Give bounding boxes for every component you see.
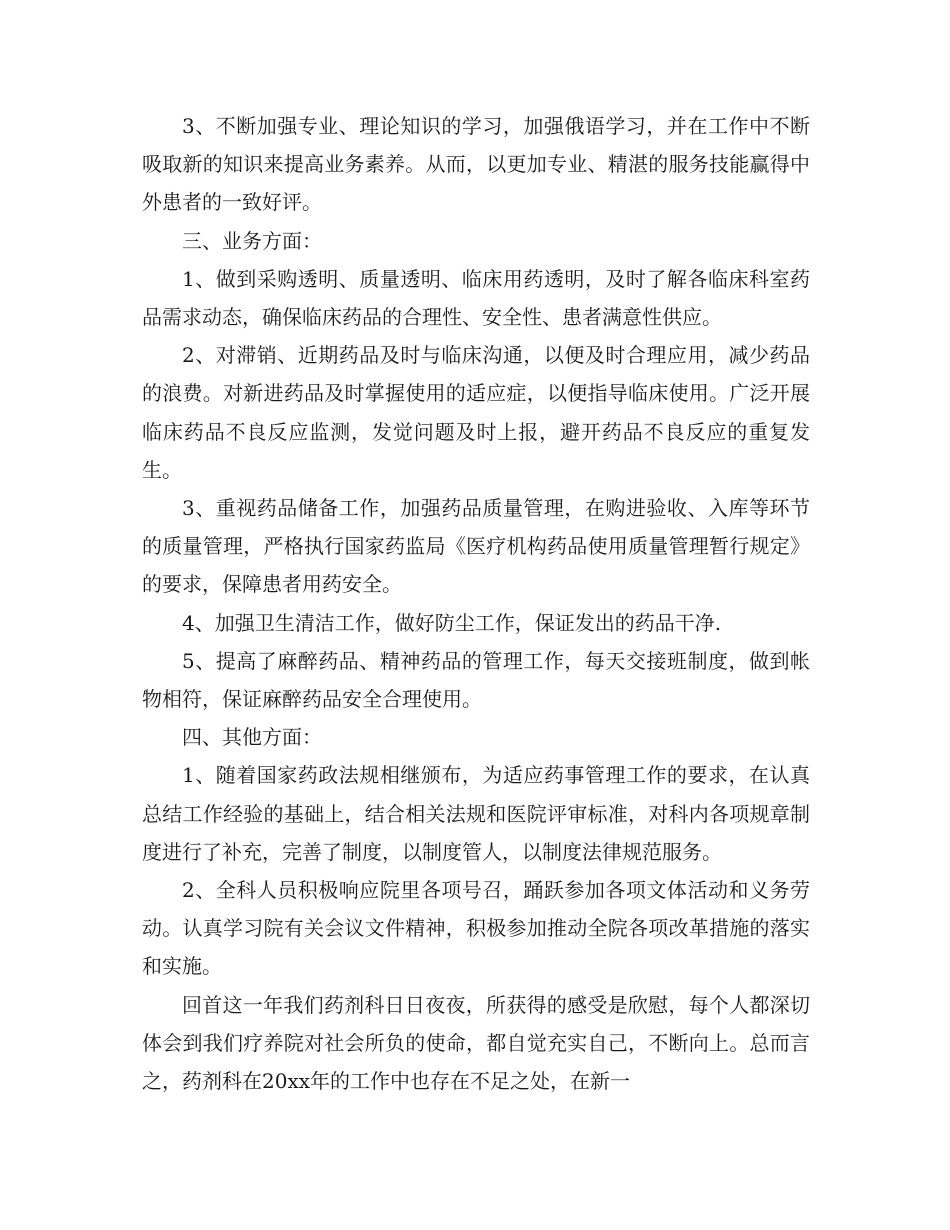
paragraph-regulations: 1、随着国家药政法规相继颁布，为适应药事管理工作的要求，在认真总结工作经验的基础上，结合相关法规和医院评审标准，对科内各项规章制度进行了补充，完善了制度，以制度管人，以制度法律规范服务。 (142, 763, 810, 864)
document-page (142, 107, 810, 1100)
paragraph-narcotics: 5、提高了麻醉药品、精神药品的管理工作，每天交接班制度，做到帐物相符，保证麻醉药品安全合理使用。 (142, 648, 810, 712)
heading-other: 四、其他方面： (182, 725, 322, 750)
paragraph-cleaning: 4、加强卫生清洁工作，做好防尘工作，保证发出的药品干净. (182, 610, 722, 635)
heading-business: 三、业务方面： (182, 228, 322, 253)
paragraph-activities: 2、全科人员积极响应院里各项号召，踊跃参加各项文体活动和义务劳动。认真学习院有关会议文件精神，积极参加推动全院各项改革措施的落实和实施。 (142, 878, 810, 979)
paragraph-study: 3、不断加强专业、理论知识的学习，加强俄语学习，并在工作中不断吸取新的知识来提高业务素养。从而，以更加专业、精湛的服务技能赢得中外患者的一致好评。 (142, 114, 810, 215)
paragraph-summary: 回首这一年我们药剂科日日夜夜，所获得的感受是欣慰，每个人都深切体会到我们疗养院对社会所负的使命，都自觉充实自己，不断向上。总而言之，药剂科在20xx年的工作中也存在不足之处，在新一 (142, 992, 810, 1094)
paragraph-procurement: 1、做到采购透明、质量透明、临床用药透明，及时了解各临床科室药品需求动态，确保临床药品的合理性、安全性、患者满意性供应。 (142, 266, 810, 330)
paragraph-slow-moving-drugs: 2、对滞销、近期药品及时与临床沟通，以便及时合理应用，减少药品的浪费。对新进药品及时掌握使用的适应症，以便指导临床使用。广泛开展临床药品不良反应监测，发觉问题及时上报，避开药品不良反应的重复发生。 (142, 343, 810, 482)
paragraph-storage: 3、重视药品储备工作，加强药品质量管理，在购进验收、入库等环节的质量管理，严格执行国家药监局《医疗机构药品使用质量管理暂行规定》的要求，保障患者用药安全。 (142, 496, 810, 597)
